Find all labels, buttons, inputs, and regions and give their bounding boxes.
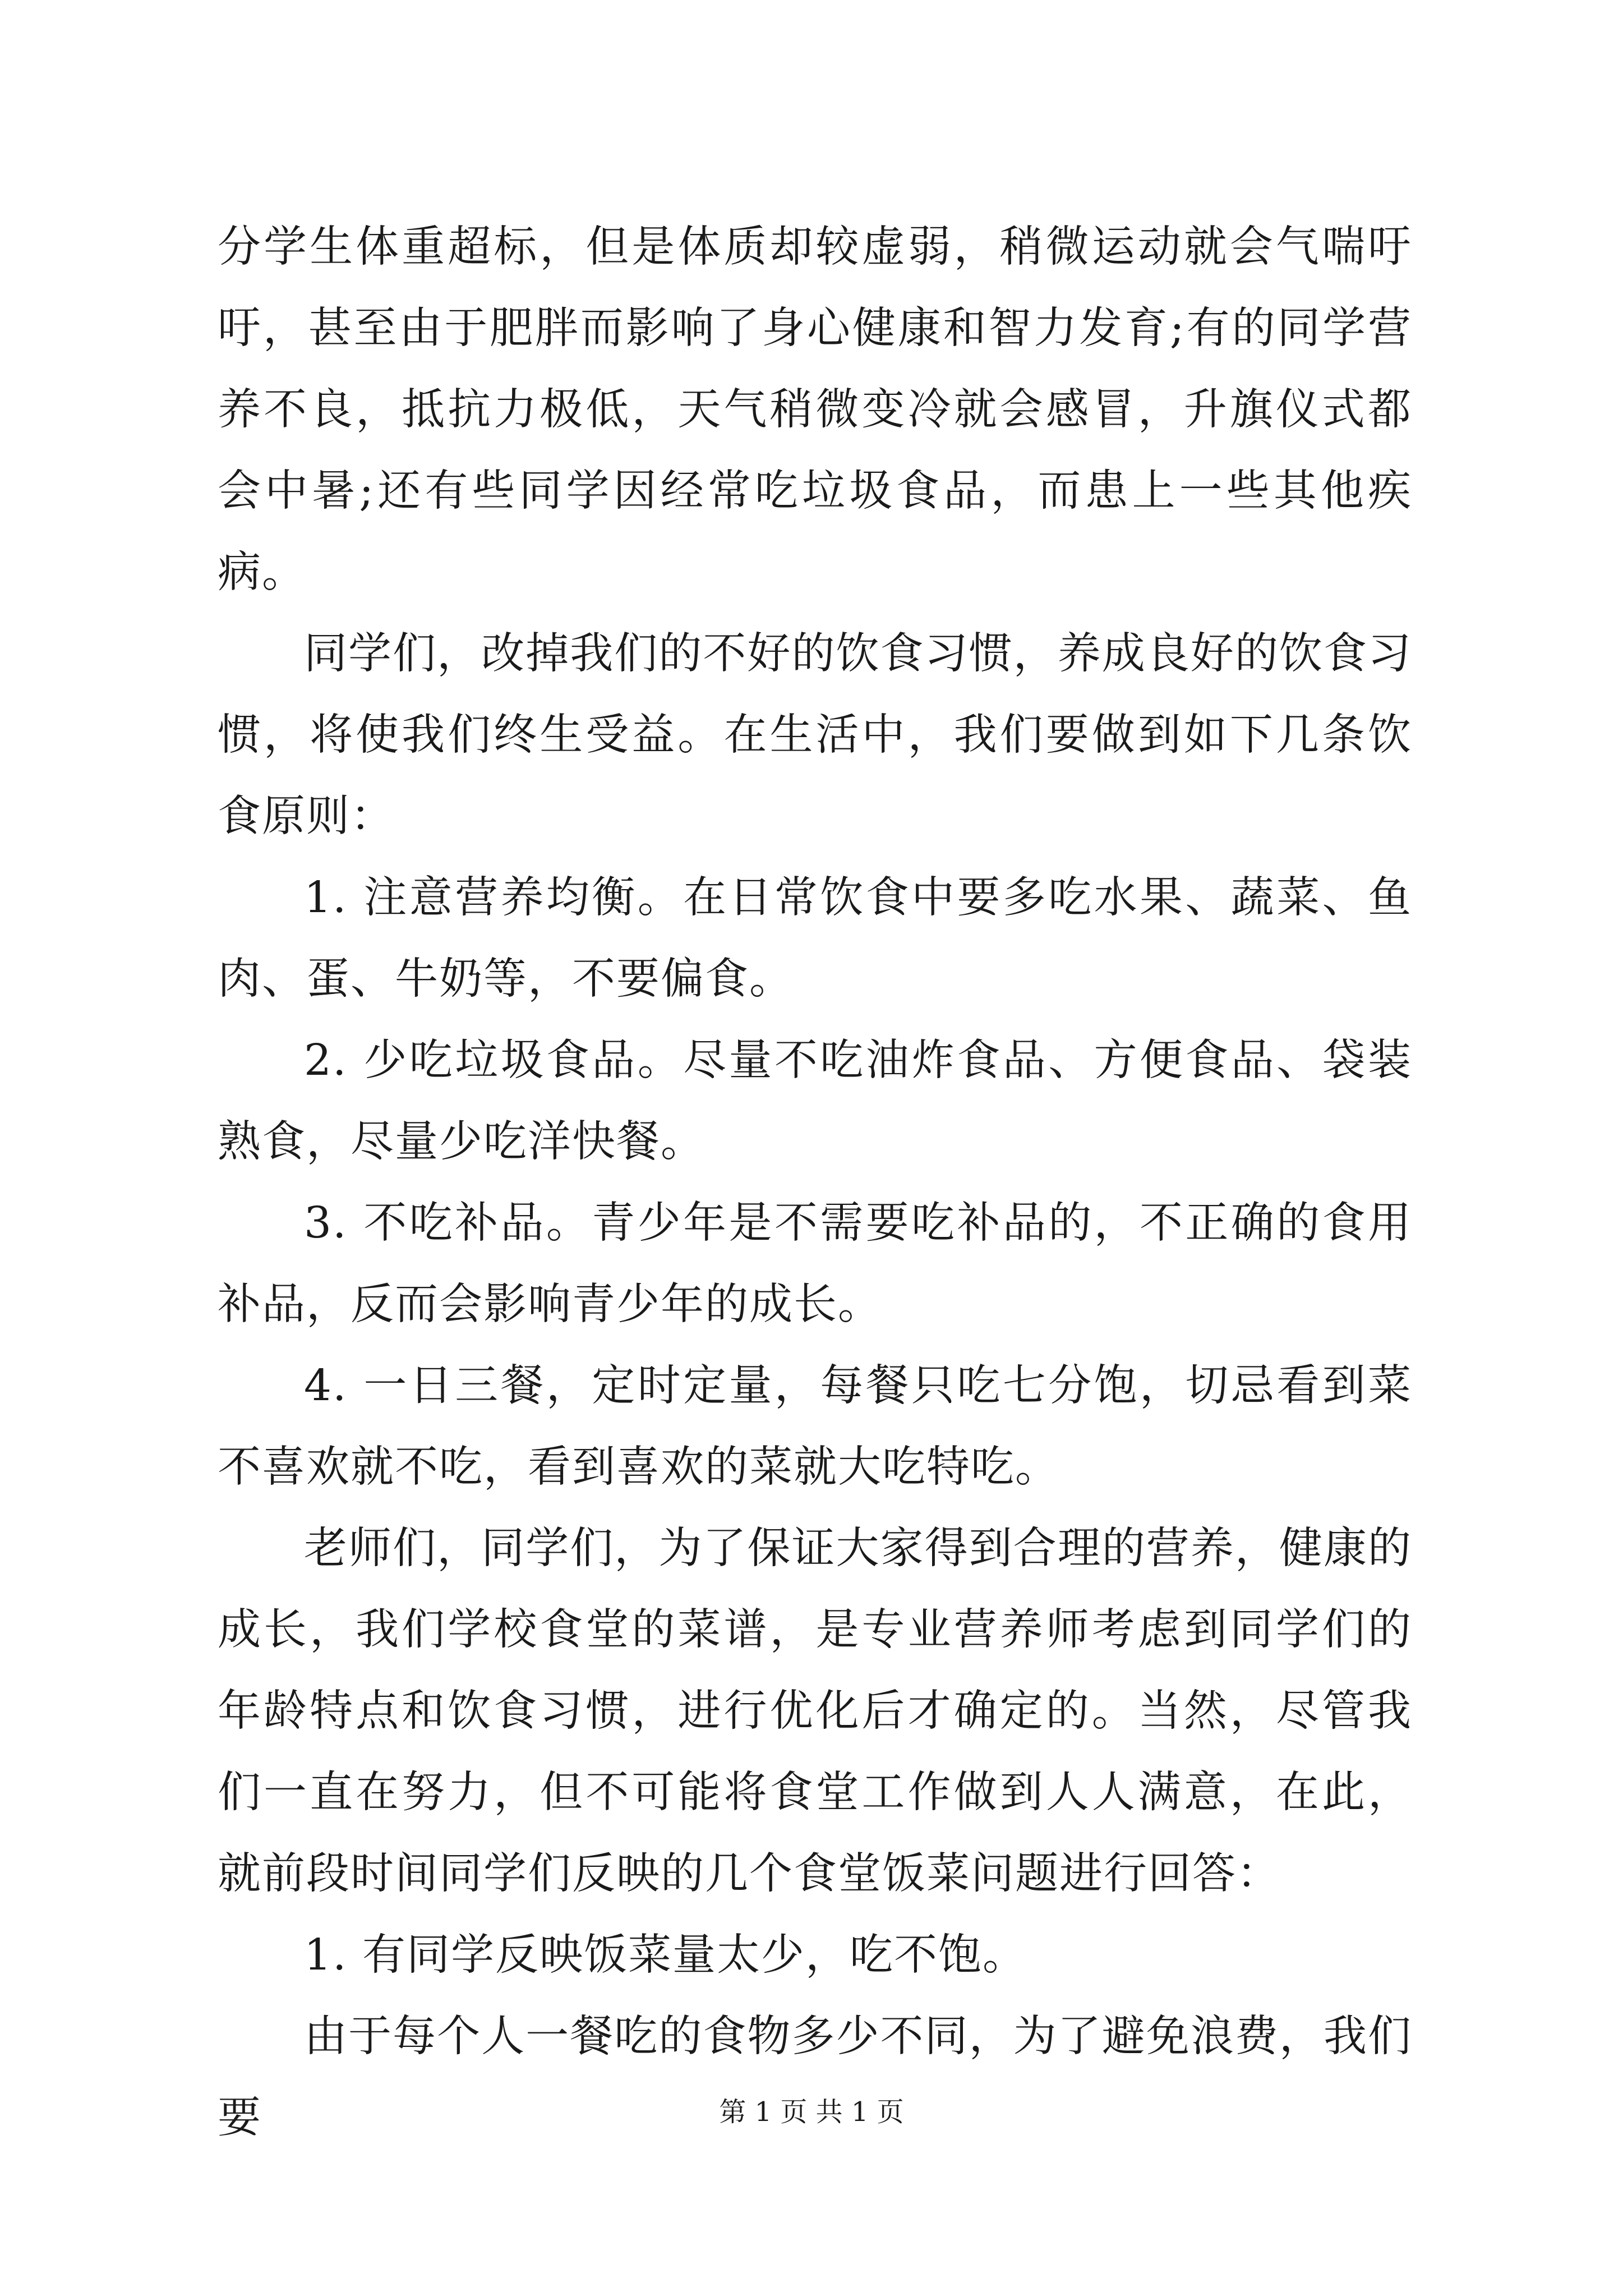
page-footer: 第 1 页 共 1 页 [719, 2096, 904, 2128]
paragraph-question-1: 1. 有同学反映饭菜量太少，吃不饱。 [304, 1930, 1027, 1980]
paragraph-habits-intro: 同学们，改掉我们的不好的饮食习惯，养成良好的饮食习惯，将使我们终生受益。在生活中，我们要做到如下几条饮食原则： [218, 629, 1412, 841]
paragraph-canteen-intro: 老师们，同学们，为了保证大家得到合理的营养，健康的成长，我们学校食堂的菜谱，是专业营养师考虑到同学们的年龄特点和饮食习惯，进行优化后才确定的。当然，尽管我们一直在努力，但不可能将食堂工作做到人人满意，在此，就前段时间同学们反映的几个食堂饭菜问题进行回答： [218, 1524, 1412, 1899]
paragraph-answer-1: 由于每个人一餐吃的食物多少不同，为了避免浪费，我们要 [218, 2012, 1412, 2143]
paragraph-principle-1: 1. 注意营养均衡。在日常饮食中要多吃水果、蔬菜、鱼肉、蛋、牛奶等，不要偏食。 [218, 873, 1412, 1004]
paragraph-principle-2: 2. 少吃垃圾食品。尽量不吃油炸食品、方便食品、袋装熟食，尽量少吃洋快餐。 [218, 1036, 1412, 1167]
paragraph-continuation: 分学生体重超标，但是体质却较虚弱，稍微运动就会气喘吁吁，甚至由于肥胖而影响了身心健康和智力发育;有的同学营养不良，抵抗力极低，天气稍微变冷就会感冒，升旗仪式都会中暑;还有些同学因经常吃垃圾食品，而患上一些其他疾病。 [218, 222, 1412, 597]
paragraph-principle-4: 4. 一日三餐，定时定量，每餐只吃七分饱，切忌看到菜不喜欢就不吃，看到喜欢的菜就大吃特吃。 [218, 1361, 1412, 1492]
paragraph-principle-3: 3. 不吃补品。青少年是不需要吃补品的，不正确的食用补品，反而会影响青少年的成长。 [218, 1198, 1412, 1329]
document-body [218, 206, 1412, 2159]
